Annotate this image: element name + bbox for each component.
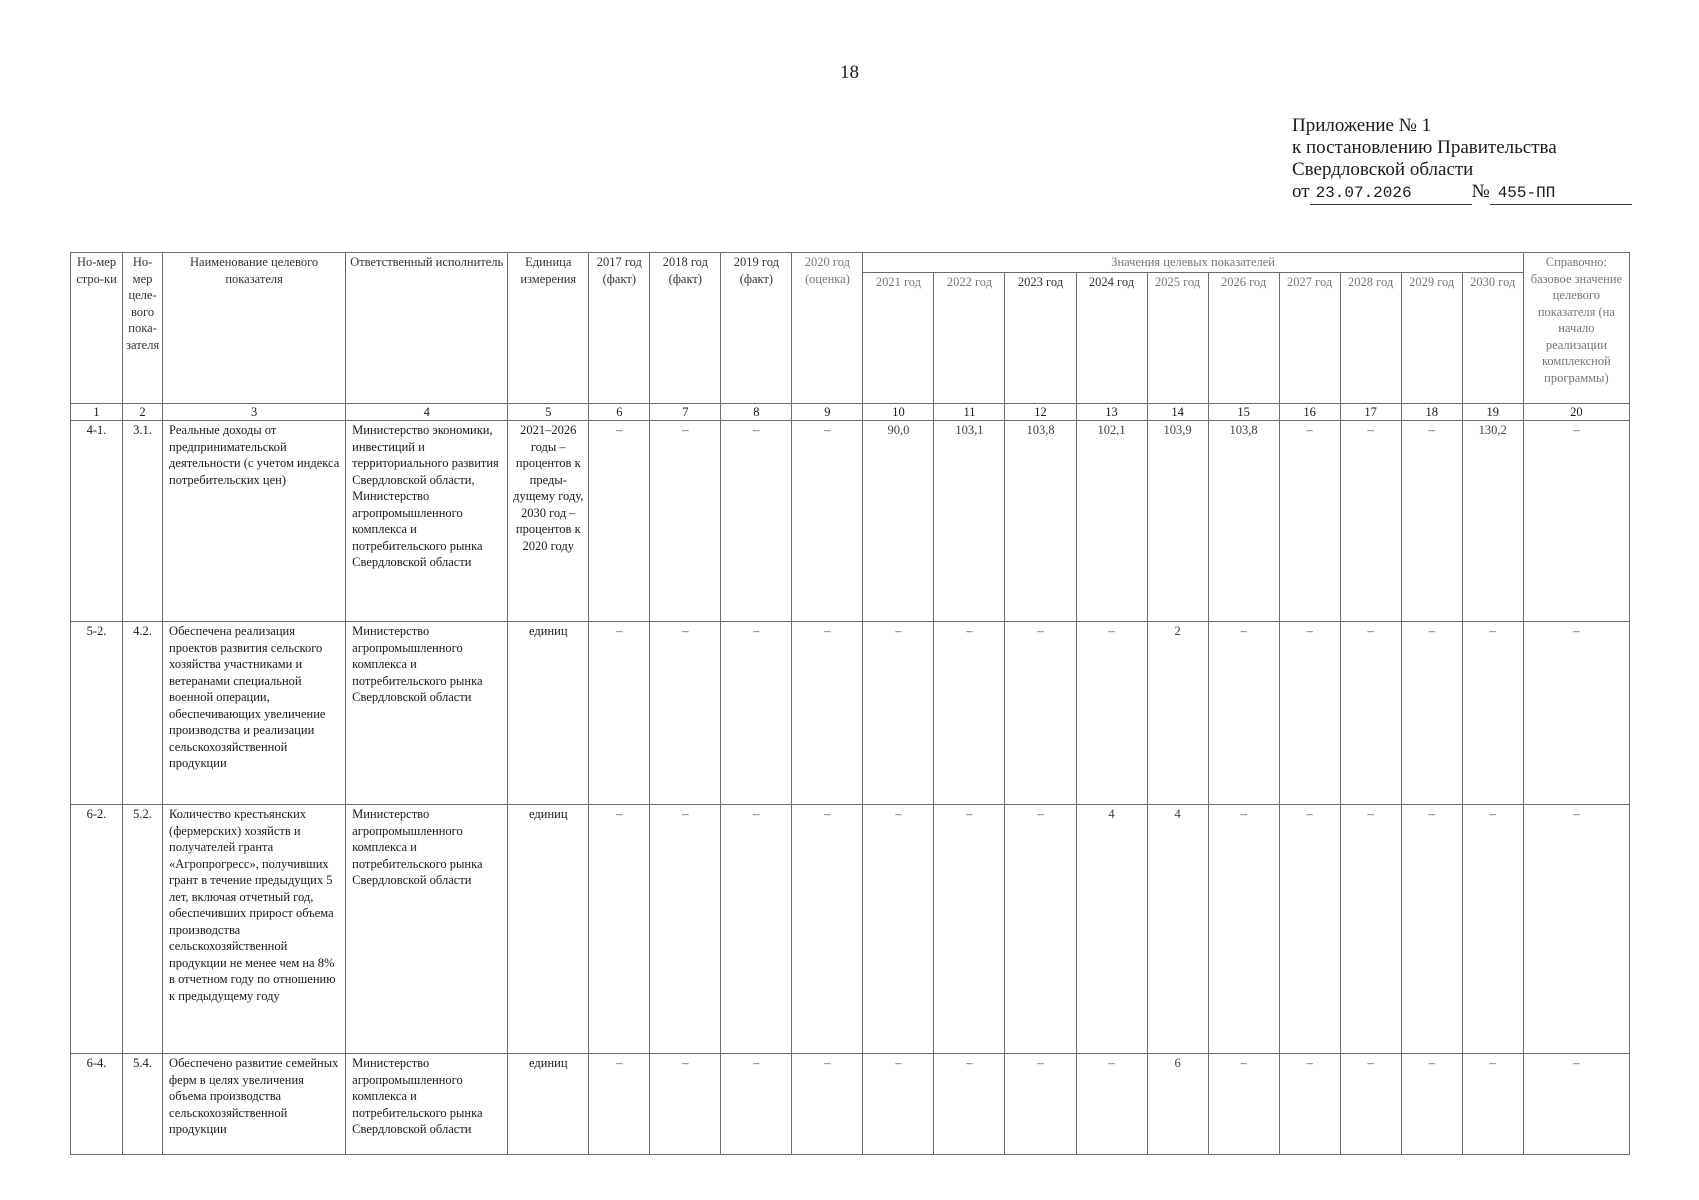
row-number-cell: 5-2.	[71, 622, 123, 805]
value-cell: 102,1	[1076, 421, 1147, 622]
table-row	[71, 421, 1630, 622]
value-cell: –	[1076, 622, 1147, 805]
value-cell: –	[1340, 622, 1401, 805]
appendix-date-line	[1292, 181, 1632, 205]
indicators-table	[70, 252, 1630, 1155]
value-cell: –	[1523, 1054, 1629, 1155]
header-year: 2022 год	[934, 272, 1005, 403]
decree-number: 455-ПП	[1490, 182, 1632, 205]
page-number: 18	[840, 62, 859, 83]
header-year: 2025 год	[1147, 272, 1208, 403]
column-number: 5	[508, 404, 589, 421]
number-prefix: №	[1471, 181, 1490, 202]
value-cell: –	[863, 805, 934, 1054]
column-number: 15	[1208, 404, 1279, 421]
column-number: 3	[163, 404, 346, 421]
value-cell: –	[792, 805, 863, 1054]
executor-cell: Министерство агропромышленного комплекса и потребительского рынка Свердловской области	[346, 805, 508, 1054]
value-cell: –	[792, 421, 863, 622]
appendix-line-2: к постановлению Правительства	[1292, 137, 1557, 158]
column-number: 4	[346, 404, 508, 421]
value-cell: –	[934, 622, 1005, 805]
column-number: 6	[589, 404, 650, 421]
header-2018: 2018 год (факт)	[650, 253, 721, 404]
column-number: 11	[934, 404, 1005, 421]
indicator-number-cell: 5.2.	[123, 805, 163, 1054]
indicator-name-cell: Обеспечено развитие семейных ферм в целях увеличения объема производства сельскохозяйственной продукции	[163, 1054, 346, 1155]
column-number: 7	[650, 404, 721, 421]
appendix-title: Приложение № 1	[1292, 115, 1432, 136]
value-cell: –	[650, 421, 721, 622]
value-cell: –	[1462, 805, 1523, 1054]
value-cell: –	[721, 1054, 792, 1155]
appendix-line-3: Свердловской области	[1292, 159, 1474, 180]
header-year: 2027 год	[1279, 272, 1340, 403]
indicator-name-cell: Реальные доходы от предпринимательской деятельности (с учетом индекса потребительских цен)	[163, 421, 346, 622]
row-number-cell: 4-1.	[71, 421, 123, 622]
value-cell: –	[1279, 1054, 1340, 1155]
indicator-name-cell: Количество крестьянских (фермерских) хозяйств и получателей гранта «Агропрогресс», получивших грант в течение предыдущих 5 лет, включая отчетный год, обеспечивших прирост объема производства сельскохозяйственной продукции не менее чем на 8% в отчетном году по отношению к предыдущему году	[163, 805, 346, 1054]
value-cell: –	[1340, 805, 1401, 1054]
value-cell: –	[1523, 805, 1629, 1054]
column-number: 18	[1401, 404, 1462, 421]
executor-cell: Министерство экономики, инвестиций и территориального развития Свердловской области, Министерство агропромышленного комплекса и потребительского рынка Свердловской области	[346, 421, 508, 622]
indicator-number-cell: 3.1.	[123, 421, 163, 622]
value-cell: 4	[1076, 805, 1147, 1054]
column-number: 16	[1279, 404, 1340, 421]
value-cell: –	[1401, 805, 1462, 1054]
value-cell: –	[721, 805, 792, 1054]
unit-cell: 2021–2026 годы – процентов к преды-дущему году, 2030 год – процентов к 2020 году	[508, 421, 589, 622]
column-number: 10	[863, 404, 934, 421]
value-cell: –	[863, 1054, 934, 1155]
table-row	[71, 1054, 1630, 1155]
value-cell: –	[1005, 805, 1076, 1054]
value-cell: –	[1279, 421, 1340, 622]
value-cell: –	[1462, 1054, 1523, 1155]
value-cell: –	[1076, 1054, 1147, 1155]
column-number: 14	[1147, 404, 1208, 421]
header-year: 2023 год	[1005, 272, 1076, 403]
executor-cell: Министерство агропромышленного комплекса и потребительского рынка Свердловской области	[346, 1054, 508, 1155]
value-cell: 90,0	[863, 421, 934, 622]
decree-date: 23.07.2026	[1310, 182, 1472, 205]
value-cell: –	[589, 421, 650, 622]
value-cell: –	[1279, 622, 1340, 805]
value-cell: –	[589, 622, 650, 805]
value-cell: 130,2	[1462, 421, 1523, 622]
appendix-block	[1292, 115, 1632, 205]
value-cell: –	[721, 622, 792, 805]
row-number-cell: 6-4.	[71, 1054, 123, 1155]
column-number: 19	[1462, 404, 1523, 421]
column-number: 1	[71, 404, 123, 421]
value-cell: –	[1279, 805, 1340, 1054]
value-cell: –	[650, 1054, 721, 1155]
unit-cell: единиц	[508, 622, 589, 805]
value-cell: –	[863, 622, 934, 805]
column-number: 9	[792, 404, 863, 421]
header-unit: Единица измерения	[508, 253, 589, 404]
value-cell: –	[650, 805, 721, 1054]
value-cell: –	[589, 1054, 650, 1155]
row-number-cell: 6-2.	[71, 805, 123, 1054]
value-cell: –	[792, 622, 863, 805]
value-cell: 6	[1147, 1054, 1208, 1155]
header-executor: Ответственный исполнитель	[346, 253, 508, 404]
value-cell: –	[934, 1054, 1005, 1155]
value-cell: –	[1208, 805, 1279, 1054]
column-number: 2	[123, 404, 163, 421]
value-cell: 103,9	[1147, 421, 1208, 622]
value-cell: –	[1523, 622, 1629, 805]
value-cell: –	[1005, 1054, 1076, 1155]
header-year: 2030 год	[1462, 272, 1523, 403]
value-cell: –	[1401, 622, 1462, 805]
header-reference: Справочно: базовое значение целевого показателя (на начало реализации комплексной программы)	[1523, 253, 1629, 404]
column-number: 12	[1005, 404, 1076, 421]
value-cell: –	[1340, 1054, 1401, 1155]
value-cell: –	[589, 805, 650, 1054]
date-prefix: от	[1292, 181, 1310, 202]
table-row	[71, 622, 1630, 805]
value-cell: 103,8	[1005, 421, 1076, 622]
value-cell: –	[1208, 622, 1279, 805]
value-cell: 4	[1147, 805, 1208, 1054]
header-year: 2024 год	[1076, 272, 1147, 403]
column-number: 8	[721, 404, 792, 421]
indicator-name-cell: Обеспечена реализация проектов развития сельского хозяйства участниками и ветеранами специальной военной операции, обеспечивающих увеличение производства и реализации сельскохозяйственной продукции	[163, 622, 346, 805]
value-cell: –	[1401, 421, 1462, 622]
unit-cell: единиц	[508, 1054, 589, 1155]
value-cell: –	[1462, 622, 1523, 805]
value-cell: 103,8	[1208, 421, 1279, 622]
value-cell: –	[1208, 1054, 1279, 1155]
header-year: 2028 год	[1340, 272, 1401, 403]
header-2019: 2019 год (факт)	[721, 253, 792, 404]
header-indicator-number: Но-мер целе-вого пока-зателя	[123, 253, 163, 404]
header-2017: 2017 год (факт)	[589, 253, 650, 404]
indicator-number-cell: 4.2.	[123, 622, 163, 805]
column-numbers-row	[71, 404, 1630, 421]
value-cell: –	[1005, 622, 1076, 805]
header-2020: 2020 год (оценка)	[792, 253, 863, 404]
value-cell: 2	[1147, 622, 1208, 805]
value-cell: –	[1401, 1054, 1462, 1155]
table-row	[71, 805, 1630, 1054]
indicator-number-cell: 5.4.	[123, 1054, 163, 1155]
executor-cell: Министерство агропромышленного комплекса и потребительского рынка Свердловской области	[346, 622, 508, 805]
header-year: 2026 год	[1208, 272, 1279, 403]
header-values-group: Значения целевых показателей	[863, 253, 1523, 273]
value-cell: –	[1340, 421, 1401, 622]
value-cell: –	[934, 805, 1005, 1054]
header-row-number: Но-мер стро-ки	[71, 253, 123, 404]
header-indicator-name: Наименование целевого показателя	[163, 253, 346, 404]
column-number: 20	[1523, 404, 1629, 421]
unit-cell: единиц	[508, 805, 589, 1054]
header-year: 2029 год	[1401, 272, 1462, 403]
column-number: 13	[1076, 404, 1147, 421]
column-number: 17	[1340, 404, 1401, 421]
value-cell: –	[792, 1054, 863, 1155]
value-cell: 103,1	[934, 421, 1005, 622]
value-cell: –	[1523, 421, 1629, 622]
value-cell: –	[650, 622, 721, 805]
value-cell: –	[721, 421, 792, 622]
header-year: 2021 год	[863, 272, 934, 403]
